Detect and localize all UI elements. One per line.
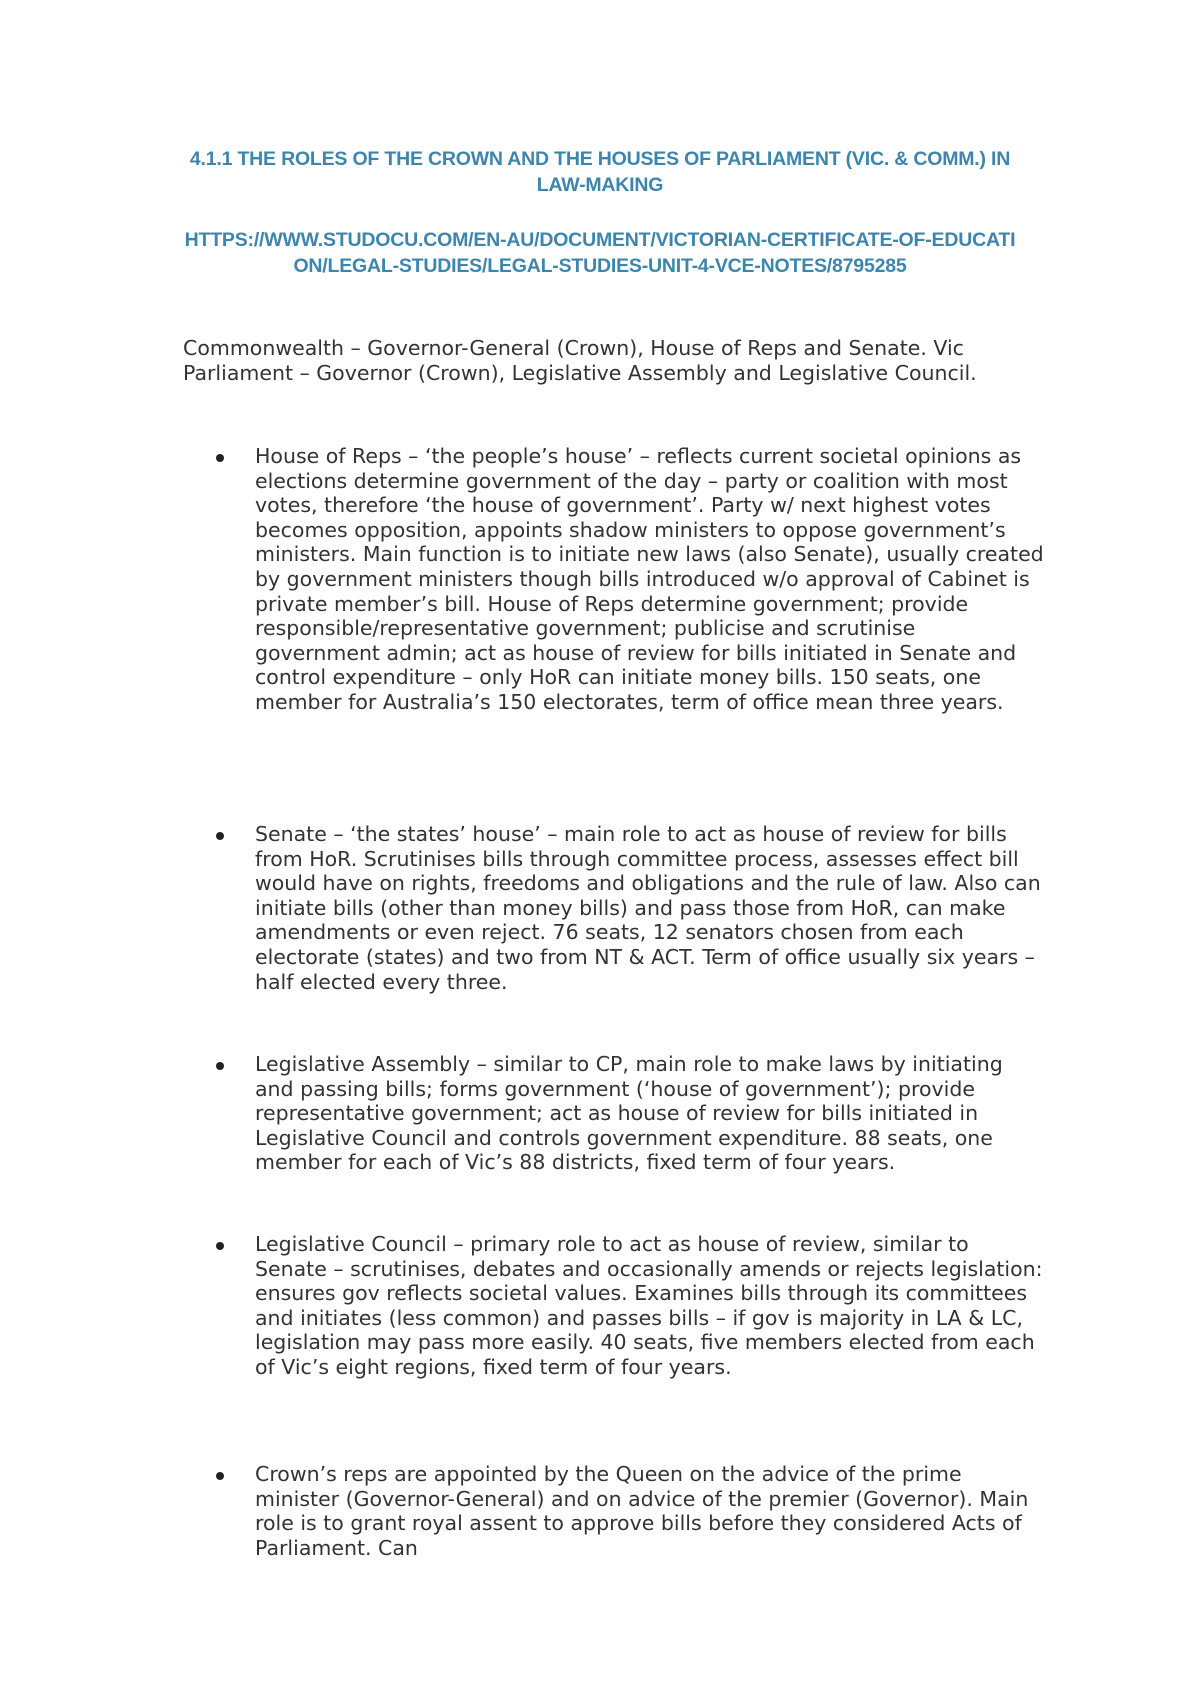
bullet-icon [216,832,224,840]
intro-paragraph: Commonwealth – Governor-General (Crown), House of Reps and Senate. Vic Parliament – Governor (Crown), Legislative Assembly and Legislative Council. [183,336,977,385]
bullet-icon [216,1062,224,1070]
bullet-icon [216,454,224,462]
bullet-text: House of Reps – ‘the people’s house’ – reflects current societal opinions as elections determine government of the day – party or coalition with most votes, therefore ‘the house of government’. Party w/ next highest votes becomes opposition, appoints shadow ministers to oppose government’s ministers. Main function is to initiate new laws (also Senate), usually created by government ministers though bills introduced w/o approval of Cabinet is private member’s bill. House of Reps determine government; provide responsible/representative government; publicise and scrutinise government admin; act as house of review for bills initiated in Senate and control expenditure – only HoR can initiate money bills. 150 seats, one member for Australia’s 150 electorates, term of office mean three years. [255,444,1044,714]
bullet-text: Legislative Assembly – similar to CP, main role to make laws by initiating and passing bills; forms government (‘house of government’); provide representative government; act as house of review for bills initiated in Legislative Council and controls government expenditure. 88 seats, one member for each of Vic’s 88 districts, fixed term of four years. [255,1052,1003,1175]
document-title: 4.1.1 THE ROLES OF THE CROWN AND THE HOUSES OF PARLIAMENT (VIC. & COMM.) IN LAW-MAKING [189,148,1011,196]
bullet-text: Legislative Council – primary role to act as house of review, similar to Senate – scrutinises, debates and occasionally amends or rejects legislation: ensures gov reflects societal values. Examines bills through its committees and initiates (less common) and passes bills – if gov is majority in LA & LC, legislation may pass more easily. 40 seats, five members elected from each of Vic’s eight regions, fixed term of four years. [255,1232,1043,1379]
bullet-text: Crown’s reps are appointed by the Queen on the advice of the prime minister (Governor-General) and on advice of the premier (Governor). Main role is to grant royal assent to approve bills before they considered Acts of Parliament. Can [255,1462,1029,1560]
source-url: HTTPS://WWW.STUDOCU.COM/EN-AU/DOCUMENT/VICTORIAN-CERTIFICATE-OF-EDUCATION/LEGAL-STUDIES/LEGAL-STUDIES-UNIT-4-VCE-NOTES/8795285 [184,229,1016,277]
bullet-icon [216,1242,224,1250]
bullet-icon [216,1472,224,1480]
bullet-text: Senate – ‘the states’ house’ – main role to act as house of review for bills from HoR. Scrutinises bills through committee process, assesses effect bill would have on rights, freedoms and obligations and the rule of law. Also can initiate bills (other than money bills) and pass those from HoR, can make amendments or even reject. 76 seats, 12 senators chosen from each electorate (states) and two from NT & ACT. Term of office usually six years – half elected every three. [255,822,1041,994]
